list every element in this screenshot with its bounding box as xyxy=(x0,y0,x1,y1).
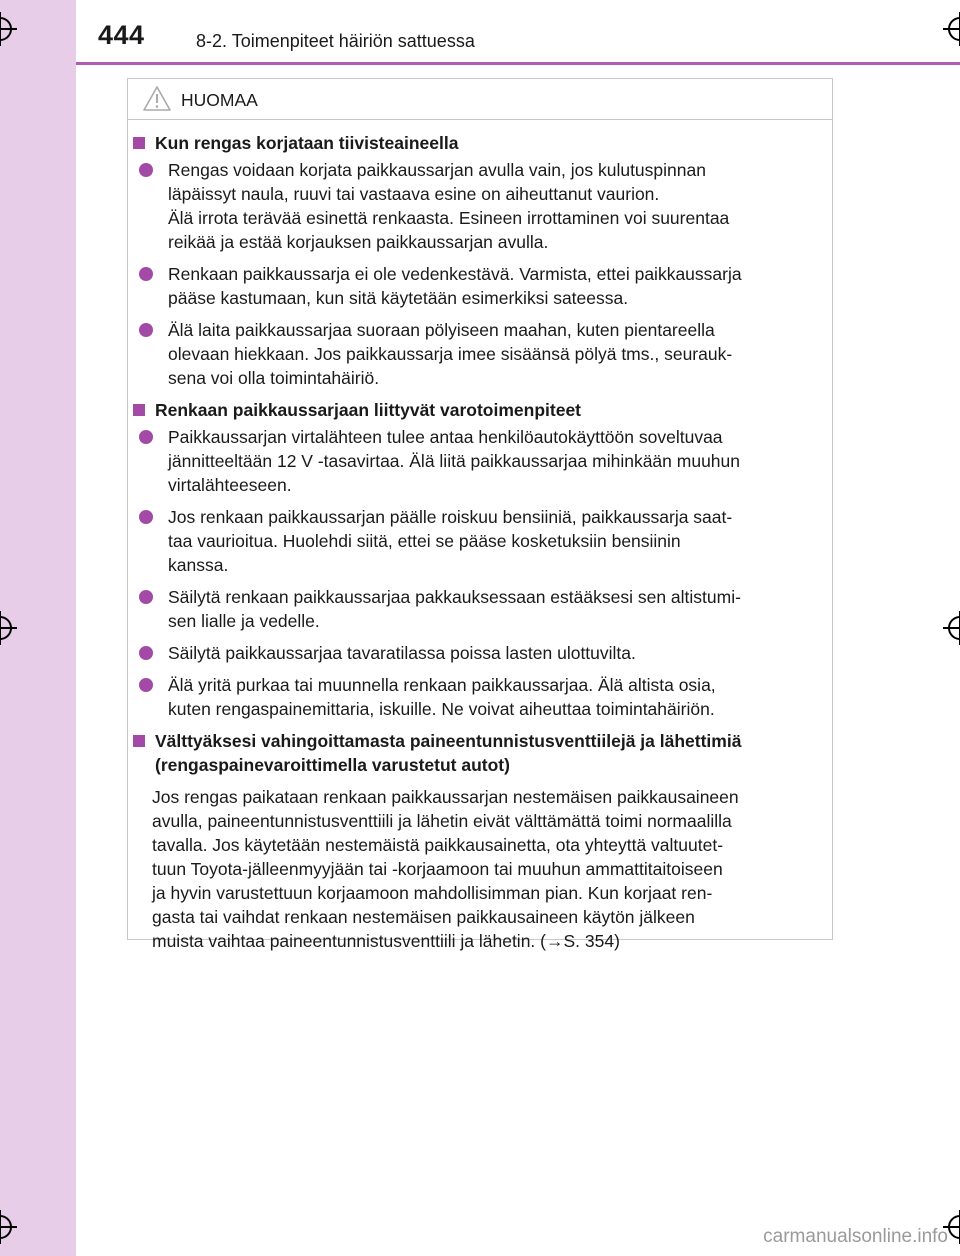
round-bullet-icon xyxy=(139,590,153,604)
bullet-line: Älä yritä purkaa tai muunnella renkaan paikkaussarjaa. Älä altista osia, xyxy=(168,675,716,695)
page-number: 444 xyxy=(98,20,145,50)
heading-line: Kun rengas korjataan tiivisteaineella xyxy=(155,133,459,153)
heading-line: Renkaan paikkaussarjaan liittyvät varotoimenpiteet xyxy=(155,400,581,420)
caution-box xyxy=(127,78,833,951)
paragraph-line: muista vaihtaa paineentunnistusventtiili ja lähetin. (→S. 354) xyxy=(152,931,620,951)
paragraph-line: tavalla. Jos käytetään nestemäistä paikkausainetta, ota yhteyttä valtuutet- xyxy=(152,835,724,855)
heading-line: Välttyäksesi vahingoittamasta paineentunnistusventtiilejä ja lähettimiä xyxy=(155,731,742,751)
watermark: carmanualsonline.info xyxy=(763,1226,948,1247)
round-bullet-icon xyxy=(139,267,153,281)
bullet-item xyxy=(128,505,832,577)
caution-header xyxy=(128,79,832,120)
bullet-line: Jos renkaan paikkaussarjan päälle roiskuu bensiiniä, paikkaussarja saat- xyxy=(168,507,733,527)
round-bullet-icon xyxy=(139,646,153,660)
bullet-line: sen lialle ja vedelle. xyxy=(168,611,320,631)
bullet-line: läpäissyt naula, ruuvi tai vastaava esine on aiheuttanut vaurion. xyxy=(168,184,660,204)
bullet-line: olevaan hiekkaan. Jos paikkaussarja imee sisäänsä pölyä tms., seurauk- xyxy=(168,344,733,364)
bullet-item xyxy=(128,673,832,721)
bullet-item xyxy=(128,641,832,665)
bullet-line: reikää ja estää korjauksen paikkaussarjan avulla. xyxy=(168,232,549,252)
round-bullet-icon xyxy=(139,430,153,444)
round-bullet-icon xyxy=(139,510,153,524)
caution-title: HUOMAA xyxy=(181,90,258,110)
bullet-line: pääse kastumaan, kun sitä käytetään esimerkiksi sateessa. xyxy=(168,288,629,308)
bullet-item xyxy=(128,262,832,310)
registration-mark-icon xyxy=(943,12,960,46)
round-bullet-icon xyxy=(139,323,153,337)
warning-triangle-icon xyxy=(142,85,172,112)
bullet-line: jännitteeltään 12 V -tasavirtaa. Älä liitä paikkaussarjaa mihinkään muuhun xyxy=(168,451,740,471)
bullet-line: Rengas voidaan korjata paikkaussarjan avulla vain, jos kulutuspinnan xyxy=(168,160,706,180)
bullet-line: Älä irrota terävää esinettä renkaasta. Esineen irrottaminen voi suurentaa xyxy=(168,208,730,228)
body-paragraph xyxy=(128,785,832,953)
registration-mark-icon xyxy=(0,12,17,46)
bullet-item xyxy=(128,425,832,497)
round-bullet-icon xyxy=(139,163,153,177)
bullet-line: Renkaan paikkaussarja ei ole vedenkestävä. Varmista, ettei paikkaussarja xyxy=(168,264,742,284)
caution-body xyxy=(128,131,832,953)
bullet-item xyxy=(128,585,832,633)
registration-mark-icon xyxy=(943,611,960,645)
bullet-line: kuten rengaspainemittaria, iskuille. Ne voivat aiheuttaa toimintahäiriön. xyxy=(168,699,715,719)
paragraph-line: Jos rengas paikataan renkaan paikkaussarjan nestemäisen paikkausaineen xyxy=(152,787,739,807)
heading-line: (rengaspainevaroittimella varustetut autot) xyxy=(155,755,510,775)
bullet-line: taa vaurioitua. Huolehdi siitä, ettei se pääse kosketuksiin bensiinin xyxy=(168,531,681,551)
bullet-line: Säilytä renkaan paikkaussarjaa pakkauksessaan estääksesi sen altistumi- xyxy=(168,587,741,607)
registration-mark-icon xyxy=(0,611,17,645)
bullet-line: Paikkaussarjan virtalähteen tulee antaa henkilöautokäyttöön soveltuvaa xyxy=(168,427,723,447)
square-bullet-icon xyxy=(133,137,145,149)
paragraph-line: ja hyvin varustettuun korjaamoon mahdollisimman pian. Kun korjaat ren- xyxy=(152,883,713,903)
paragraph-line: tuun Toyota-jälleenmyyjään tai -korjaamoon tai muuhun ammattitaitoiseen xyxy=(152,859,723,879)
square-bullet-icon xyxy=(133,735,145,747)
bullet-line: Säilytä paikkaussarjaa tavaratilassa poissa lasten ulottuvilta. xyxy=(168,643,636,663)
paragraph-line: gasta tai vaihdat renkaan nestemäisen paikkausaineen käytön jälkeen xyxy=(152,907,695,927)
bullet-item xyxy=(128,318,832,390)
section-title: 8-2. Toimenpiteet häiriön sattuessa xyxy=(196,31,475,51)
square-bullet-icon xyxy=(133,404,145,416)
section-heading xyxy=(128,131,832,155)
bullet-line: kanssa. xyxy=(168,555,229,575)
registration-mark-icon xyxy=(0,1210,17,1244)
paragraph-line: avulla, paineentunnistusventtiili ja lähetin eivät välttämättä toimi normaalilla xyxy=(152,811,732,831)
bullet-line: virtalähteeseen. xyxy=(168,475,292,495)
bullet-line: Älä laita paikkaussarjaa suoraan pölyiseen maahan, kuten pientareella xyxy=(168,320,715,340)
section-heading xyxy=(128,729,832,777)
bullet-item xyxy=(128,158,832,254)
round-bullet-icon xyxy=(139,678,153,692)
section-heading xyxy=(128,398,832,422)
bullet-line: sena voi olla toimintahäiriö. xyxy=(168,368,380,388)
header-rule xyxy=(76,62,960,65)
